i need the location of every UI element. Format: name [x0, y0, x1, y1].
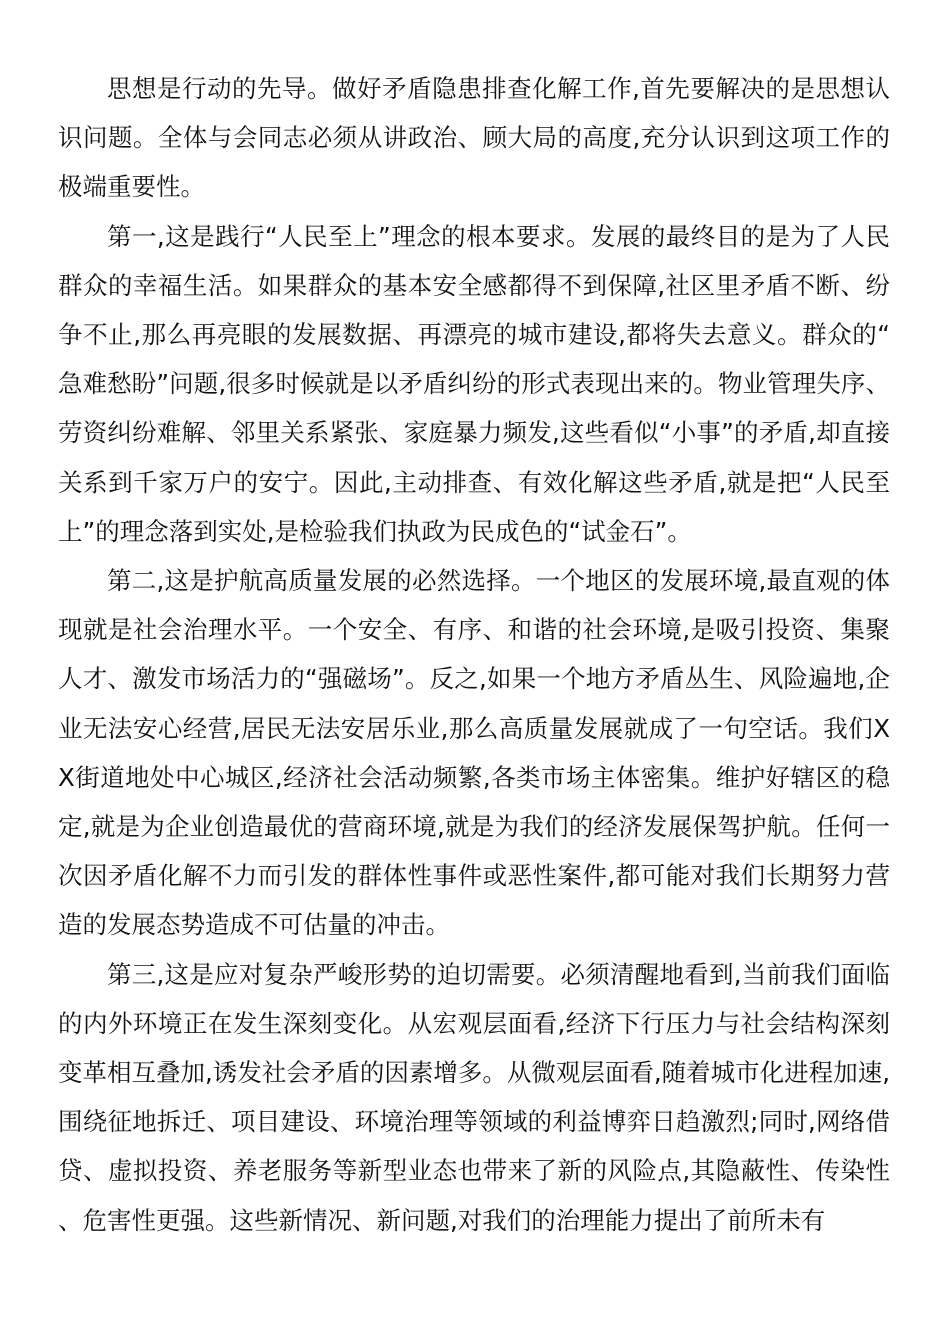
paragraph-thinking-guide: 思想是行动的先导。做好矛盾隐患排查化解工作,首先要解决的是思想认识问题。全体与会同志必须从讲政治、顾大局的高度,充分认识到这项工作的极端重要性。 — [58, 74, 890, 202]
paragraph-first-point: 第一,这是践行“人民至上”理念的根本要求。发展的最终目的是为了人民群众的幸福生活。如果群众的基本安全感都得不到保障,社区里矛盾不断、纷争不止,那么再亮眼的发展数据、再漂亮的城市建设,都将失去意义。群众的“急难愁盼”问题,很多时候就是以矛盾纠纷的形式表现出来的。物业管理失序、劳资纠纷难解、邻里关系紧张、家庭暴力频发,这些看似“小事”的矛盾,却直接关系到千家万户的安宁。因此,主动排查、有效化解这些矛盾,就是把“人民至上”的理念落到实处,是检验我们执政为民成色的“试金石”。 — [58, 221, 890, 546]
paragraph-third-point: 第三,这是应对复杂严峻形势的迫切需要。必须清醒地看到,当前我们面临的内外环境正在发生深刻变化。从宏观层面看,经济下行压力与社会结构深刻变革相互叠加,诱发社会矛盾的因素增多。从微观层面看,随着城市化进程加速,围绕征地拆迁、项目建设、环境治理等领域的利益博弈日趋激烈;同时,网络借贷、虚拟投资、养老服务等新型业态也带来了新的风险点,其隐蔽性、传染性、危害性更强。这些新情况、新问题,对我们的治理能力提出了前所未有 — [58, 959, 890, 1235]
document-body — [58, 64, 890, 1245]
paragraph-second-point: 第二,这是护航高质量发展的必然选择。一个地区的发展环境,最直观的体现就是社会治理水平。一个安全、有序、和谐的社会环境,是吸引投资、集聚人才、激发市场活力的“强磁场”。反之,如果一个地方矛盾丛生、风险遍地,企业无法安心经营,居民无法安居乐业,那么高质量发展就成了一句空话。我们XX街道地处中心城区,经济社会活动频繁,各类市场主体密集。维护好辖区的稳定,就是为企业创造最优的营商环境,就是为我们的经济发展保驾护航。任何一次因矛盾化解不力而引发的群体性事件或恶性案件,都可能对我们长期努力营造的发展态势造成不可估量的冲击。 — [58, 566, 890, 940]
